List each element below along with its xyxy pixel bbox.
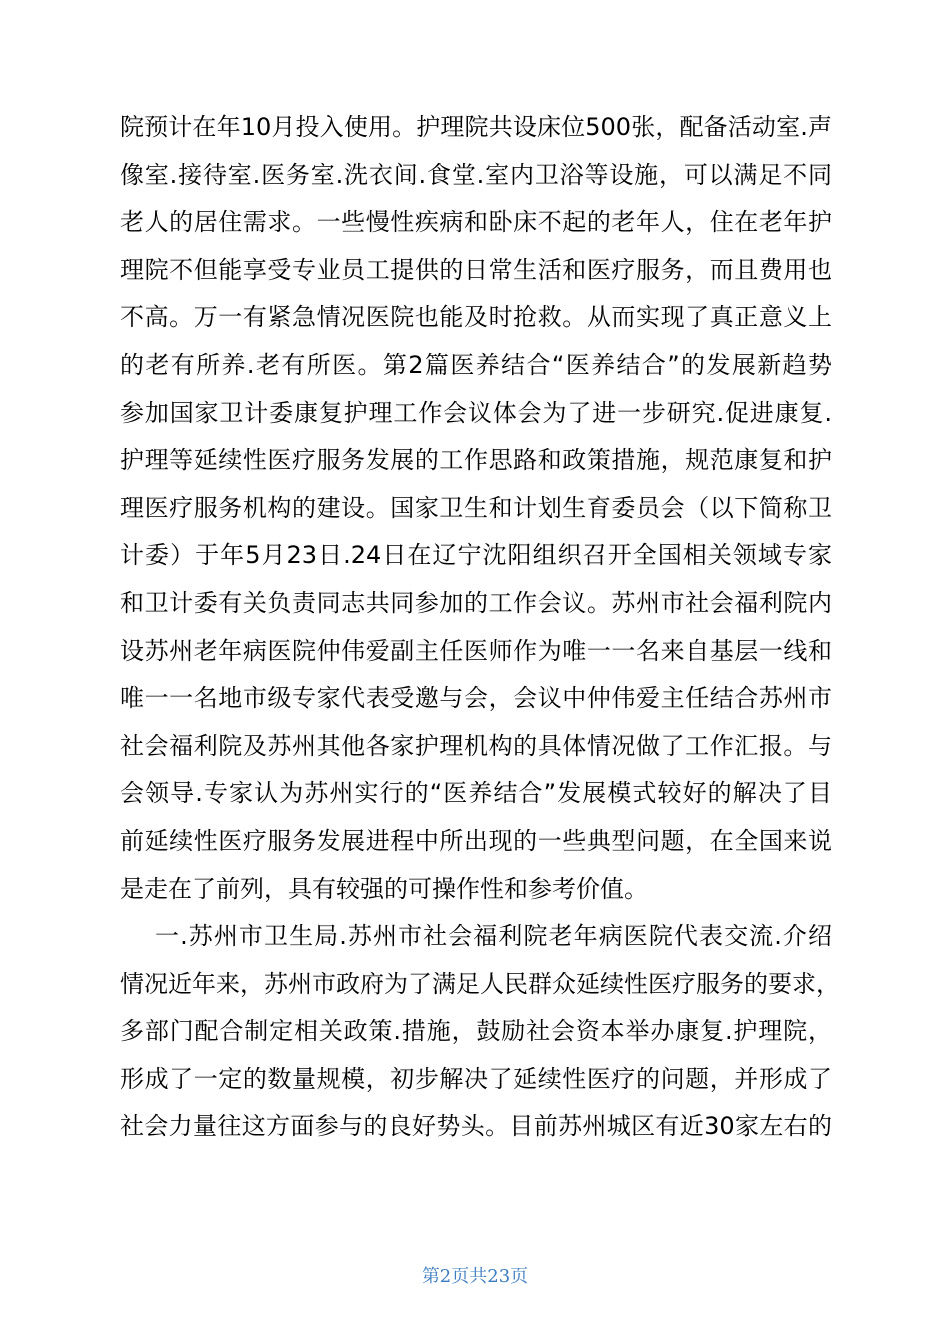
text-line: 前延续性医疗服务发展进程中所出现的一些典型问题，在全国来说 xyxy=(120,826,832,855)
paragraph-1 xyxy=(120,104,832,913)
text-line: 不高。万一有紧急情况医院也能及时抢救。从而实现了真正意义上 xyxy=(120,303,832,332)
text-line: 社会力量往这方面参与的良好势头。目前苏州城区有近30家左右的 xyxy=(120,1112,832,1141)
text-line: 情况近年来，苏州市政府为了满足人民群众延续性医疗服务的要求， xyxy=(120,969,840,998)
text-line: 的老有所养.老有所医。第2篇医养结合“医养结合”的发展新趋势 xyxy=(120,350,832,379)
paragraph-2 xyxy=(120,913,840,1151)
text-line: 计委）于年5月23日.24日在辽宁沈阳组织召开全国相关领域专家 xyxy=(120,541,832,570)
text-line: 院预计在年10月投入使用。护理院共设床位500张，配备活动室.声 xyxy=(120,113,832,141)
text-line: 参加国家卫计委康复护理工作会议体会为了进一步研究.促进康复. xyxy=(120,398,832,427)
text-line: 会领导.专家认为苏州实行的“医养结合”发展模式较好的解决了目 xyxy=(120,779,832,808)
text-line: 像室.接待室.医务室.洗衣间.食堂.室内卫浴等设施，可以满足不同 xyxy=(120,160,832,189)
text-line: 多部门配合制定相关政策.措施，鼓励社会资本举办康复.护理院， xyxy=(120,1017,832,1046)
text-line: 护理等延续性医疗服务发展的工作思路和政策措施，规范康复和护 xyxy=(120,446,832,475)
text-line: 老人的居住需求。一些慢性疾病和卧床不起的老年人，住在老年护 xyxy=(120,208,832,237)
text-line: 理院不但能享受专业员工提供的日常生活和医疗服务，而且费用也 xyxy=(120,255,832,284)
text-line: 一.苏州市卫生局.苏州市社会福利院老年病医院代表交流.介绍 xyxy=(155,922,832,951)
text-line: 和卫计委有关负责同志共同参加的工作会议。苏州市社会福利院内 xyxy=(120,588,832,617)
document-body xyxy=(120,104,840,1151)
text-line: 是走在了前列，具有较强的可操作性和参考价值。 xyxy=(120,874,648,903)
text-line: 理医疗服务机构的建设。国家卫生和计划生育委员会（以下简称卫 xyxy=(120,493,832,522)
page-number-footer: 第2页共23页 xyxy=(421,1266,529,1287)
text-line: 社会福利院及苏州其他各家护理机构的具体情况做了工作汇报。与 xyxy=(120,731,832,760)
text-line: 唯一一名地市级专家代表受邀与会，会议中仲伟爱主任结合苏州市 xyxy=(120,684,832,713)
text-line: 形成了一定的数量规模，初步解决了延续性医疗的问题，并形成了 xyxy=(120,1064,832,1093)
text-line: 设苏州老年病医院仲伟爱副主任医师作为唯一一名来自基层一线和 xyxy=(120,636,832,665)
